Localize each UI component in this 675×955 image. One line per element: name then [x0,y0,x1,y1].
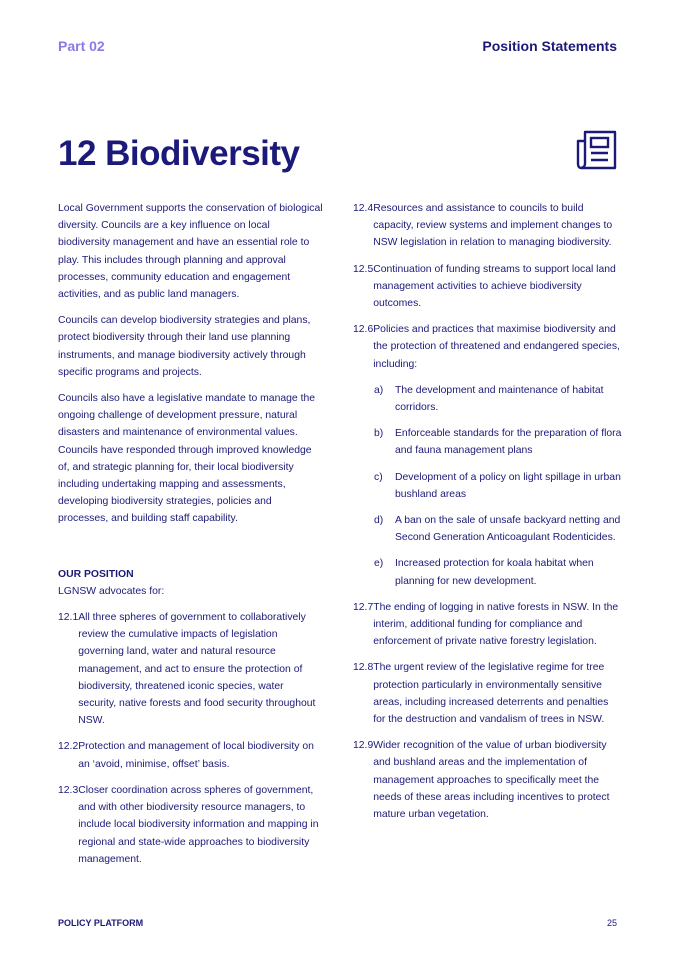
intro-paragraph: Local Government supports the conservation of biological diversity. Councils are a key influence on local biodiversity management and have an essential role to play. This includes through planning and approval processes, community education and engagement activities, and as public land managers. [58,203,323,301]
position-item-12-7 [353,599,623,651]
sub-item-d [374,512,623,546]
document-icon [576,129,618,171]
section-label: Position Statements [482,38,617,54]
item-text: All three spheres of government to collaboratively review the cumulative impacts of legislation governing land, water and natural resource management, and act to ensure the protection of biodiversity, threatened iconic species, water security, native forests and food security throughout NSW. [78,612,316,727]
item-number: 12.1 [58,612,79,624]
item-number: 12.5 [353,263,374,275]
item-number: 12.7 [353,601,374,613]
intro-paragraph: Councils also have a legislative mandate to manage the ongoing challenge of development pressure, natural disasters and maintenance of environmental values. Councils have responded through improved knowledge of, and strategic planning for, their local biodiversity including undertaking mapping and assessments, developing biodiversity strategies, policies and processes, and building staff capability. [58,393,316,525]
position-item-12-4 [353,200,623,252]
position-item-12-5 [353,261,623,313]
intro-paragraph: Councils can develop biodiversity strategies and plans, protect biodiversity through their land use planning instruments, and manage biodiversity actively through specific programs and projects. [58,315,311,378]
item-text: The ending of logging in native forests in NSW. In the interim, additional funding for compliance and enforcement of private native forestry legislation. [373,601,619,648]
item-text: Protection and management of local biodiversity on an ‘avoid, minimise, offset’ basis. [78,741,314,770]
position-item-12-9 [353,737,623,823]
item-text: Continuation of funding streams to support local land management activities to achieve biodiversity outcomes. [373,263,616,310]
item-number: 12.2 [58,741,79,753]
part-label: Part 02 [58,38,105,54]
item-text: Closer coordination across spheres of government, and with other biodiversity resource managers, to include local biodiversity information and mapping in regional and state-wide approaches to biodiversity management. [78,784,319,865]
our-position-intro: LGNSW advocates for: [58,585,165,597]
sub-item-c [374,469,623,503]
position-item-12-8 [353,659,623,728]
item-number: 12.4 [353,203,374,214]
item-number: 12.3 [58,784,79,796]
item-text: Policies and practices that maximise biodiversity and the protection of threatened and endangered species, including: [373,324,620,370]
page-number: 25 [606,918,617,928]
sub-item-letter: e) [374,558,384,570]
sub-item-text: A ban on the sale of unsafe backyard netting and Second Generation Anticoagulant Rodenticides. [395,515,621,544]
sub-item-e [374,555,623,589]
sub-item-text: Enforceable standards for the preparation of flora and fauna management plans [395,428,622,457]
sub-item-text: The development and maintenance of habitat corridors. [395,384,604,414]
item-number: 12.9 [353,740,374,752]
our-position-heading: OUR POSITION [58,568,134,580]
item-number: 12.6 [353,324,374,336]
position-item-12-3 [58,782,323,868]
sub-item-letter: b) [374,428,384,440]
item-text: Resources and assistance to councils to build capacity, review systems and implement changes to NSW legislation in relation to managing biodiversity. [373,203,613,249]
sub-item-letter: c) [374,471,383,483]
sub-item-b [374,425,623,459]
position-item-12-1 [58,609,323,729]
left-column [58,200,323,877]
sub-item-letter: a) [374,384,384,396]
item-text: The urgent review of the legislative regime for tree protection particularly in environmentally sensitive areas, including increased deterrents and penalties for the destruction and vandalism of trees in NSW. [373,662,609,726]
sub-item-text: Increased protection for koala habitat when planning for new development. [395,558,594,587]
position-item-12-6 [353,321,623,373]
sub-item-a [374,382,623,416]
page-title: 12 Biodiversity [58,134,300,173]
item-text: Wider recognition of the value of urban biodiversity and bushland areas and the implementation of management approaches to specifically meet the needs of these areas including incentives to protect mature urban vegetation. [373,740,610,821]
item-number: 12.8 [353,662,374,674]
right-column [353,200,623,832]
footer-label: POLICY PLATFORM [58,918,144,928]
position-item-12-2 [58,738,323,772]
sub-item-letter: d) [374,515,384,527]
sub-item-text: Development of a policy on light spillage in urban bushland areas [395,471,621,500]
